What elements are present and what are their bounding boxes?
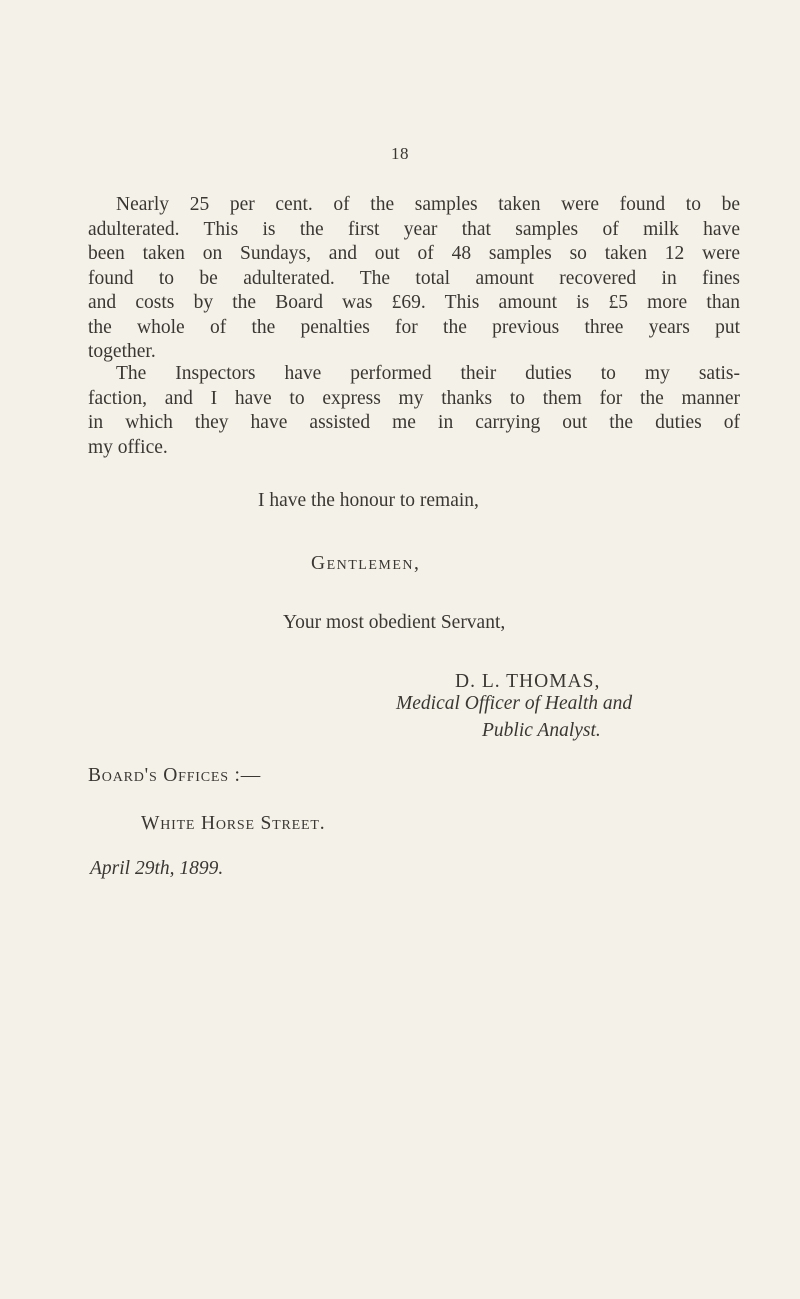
paragraph-samples	[88, 193, 740, 365]
text-line: and costs by the Board was £69. This amount is £5 more than	[88, 292, 740, 313]
text-line: Nearly 25 per cent. of the samples taken were found to be	[116, 194, 740, 215]
address-street: White Horse Street.	[141, 813, 326, 834]
text-line: faction, and I have to express my thanks to them for the manner	[88, 387, 740, 409]
signature-name: D. L. THOMAS,	[455, 671, 601, 692]
letter-date: April 29th, 1899.	[90, 858, 224, 879]
salutation: Gentlemen,	[311, 553, 421, 574]
paragraph-inspectors	[88, 362, 740, 460]
signature-title: Medical Officer of Health and	[396, 693, 633, 714]
closing-line: I have the honour to remain,	[258, 490, 479, 511]
address-office: Board's Offices :—	[88, 765, 262, 786]
closing-servant: Your most obedient Servant,	[283, 612, 506, 633]
signature-title-continued: Public Analyst.	[482, 720, 601, 741]
text-line: my office.	[88, 436, 168, 458]
text-line: adulterated. This is the first year that samples of milk have	[88, 218, 740, 240]
text-line: together.	[88, 341, 156, 362]
text-line: been taken on Sundays, and out of 48 samples so taken 12 were	[88, 243, 740, 264]
text-line: the whole of the penalties for the previous three years put	[88, 316, 740, 338]
text-line: found to be adulterated. The total amount recovered in fines	[88, 267, 740, 289]
page-number: 18	[391, 144, 409, 163]
text-line: The Inspectors have performed their duties to my satis-	[116, 363, 740, 384]
text-line: in which they have assisted me in carrying out the duties of	[88, 412, 740, 433]
